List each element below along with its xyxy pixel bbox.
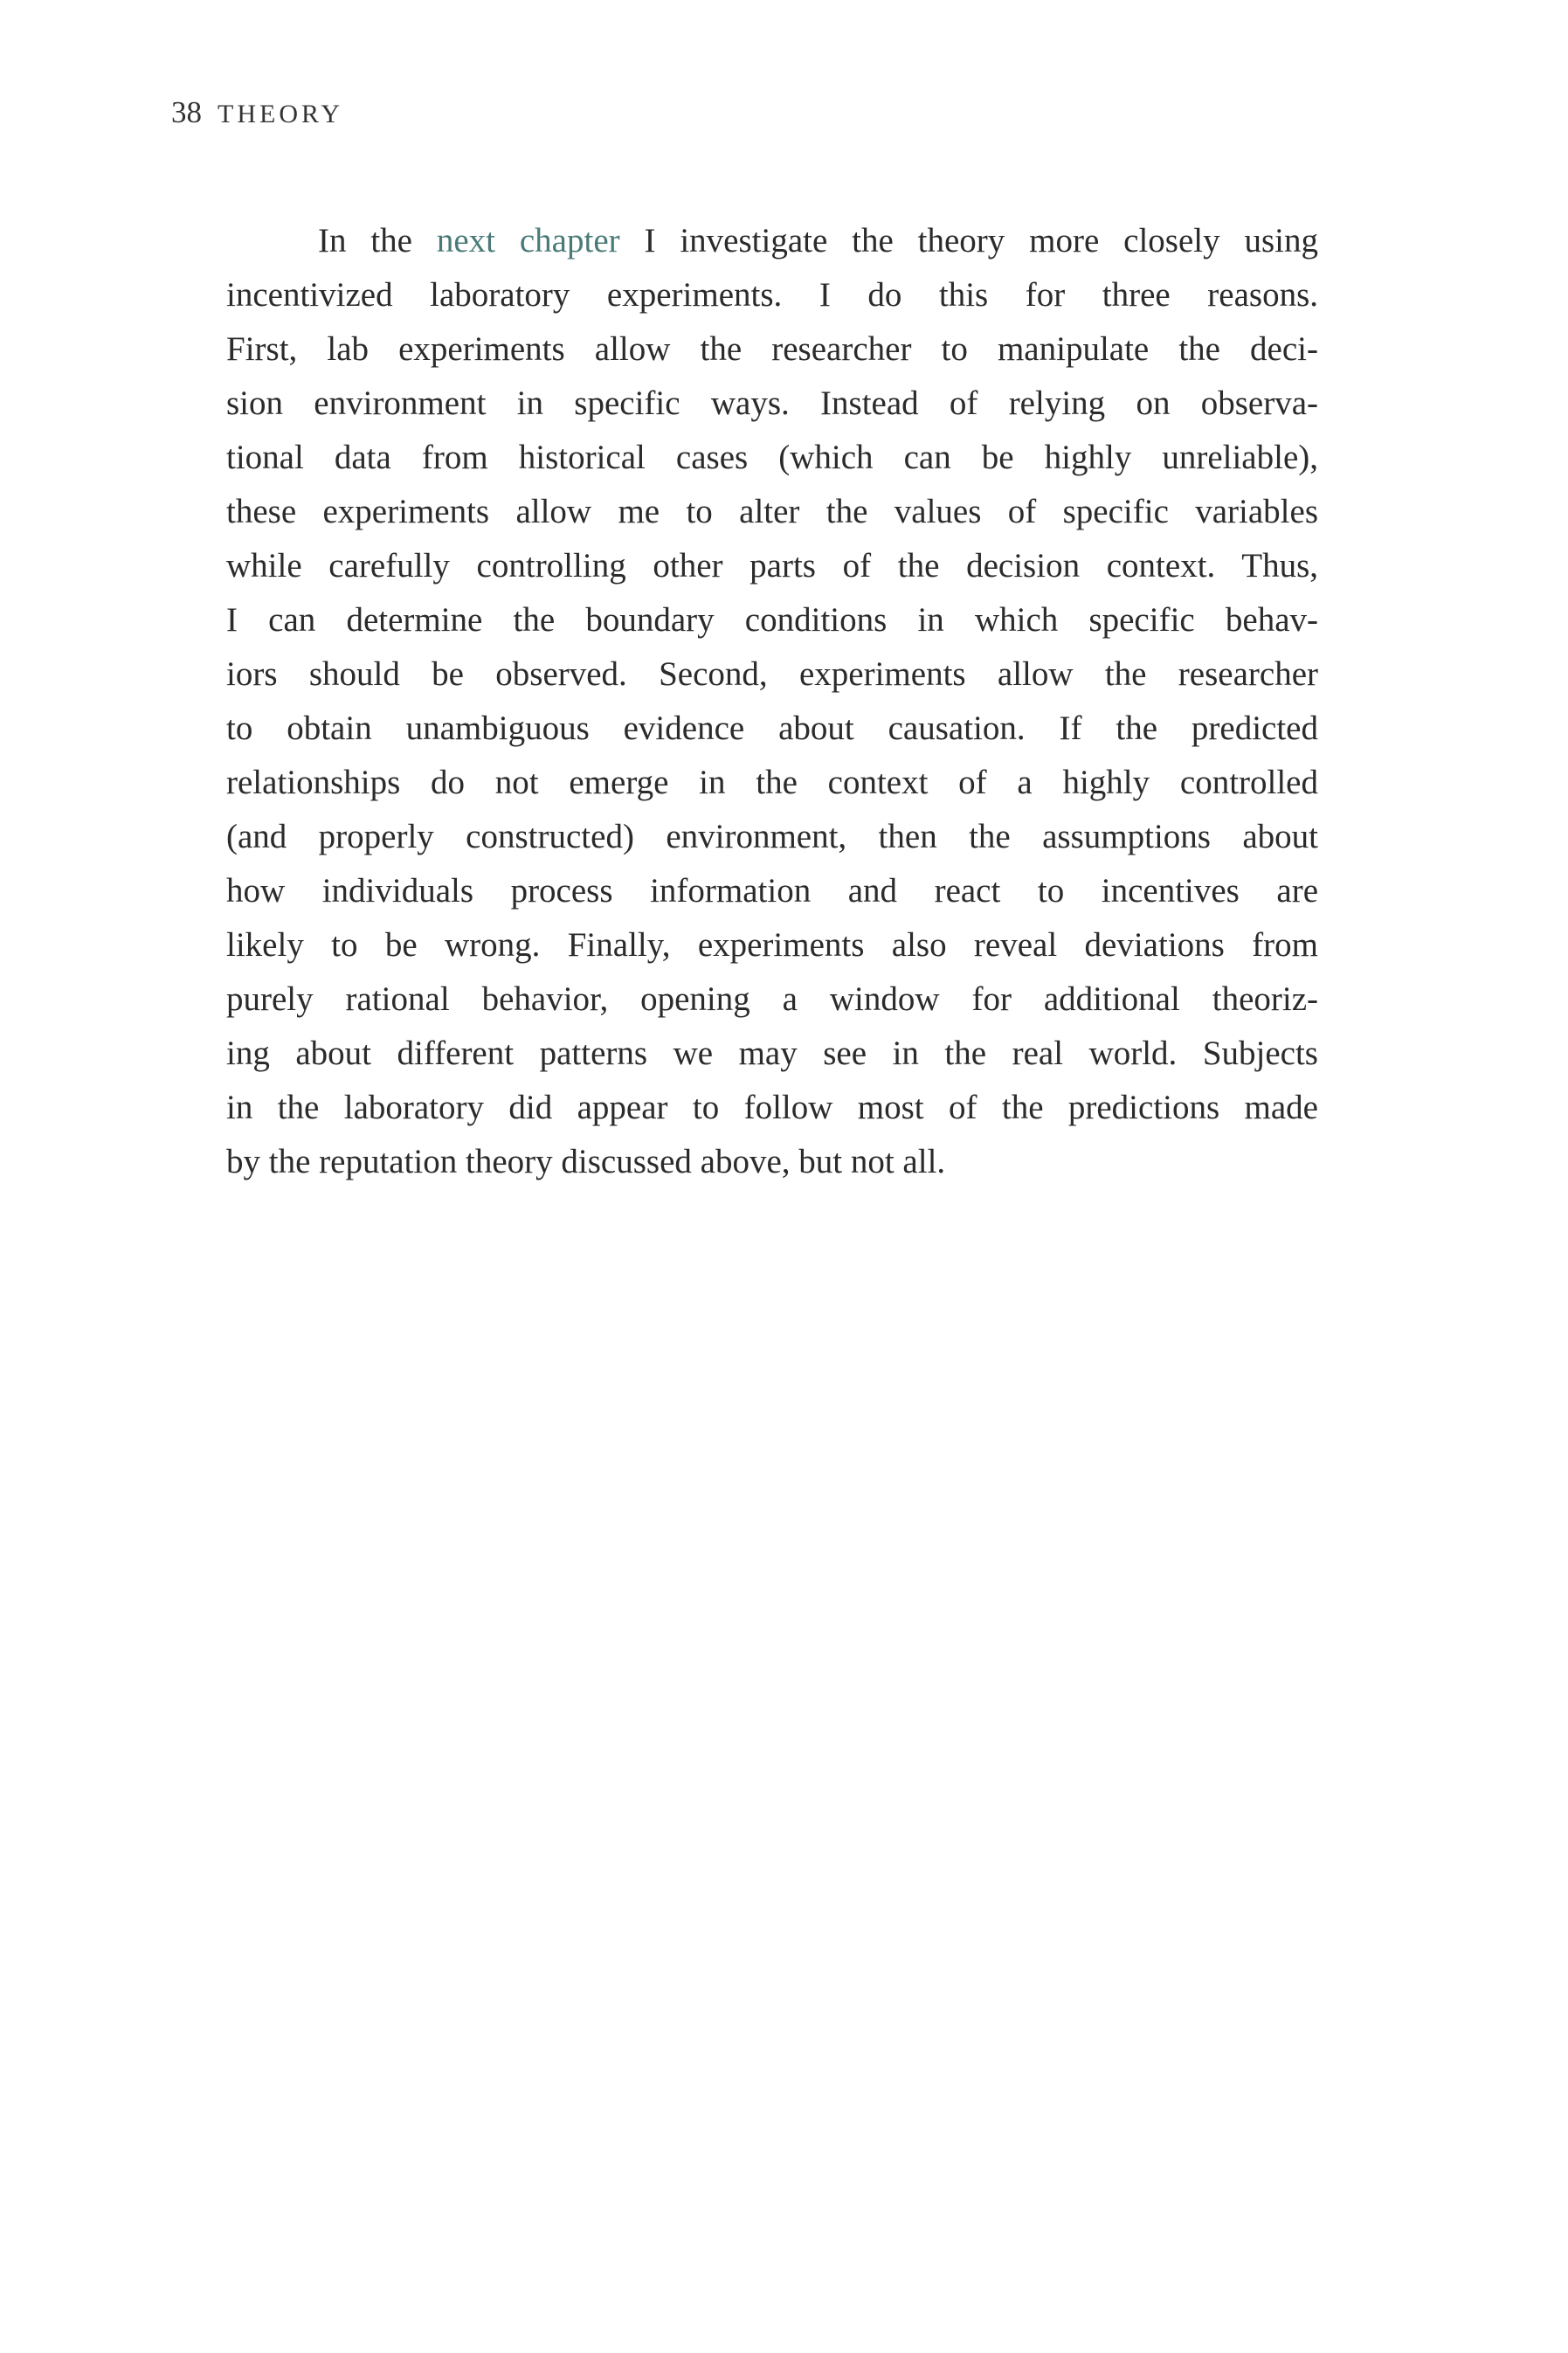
page-number: 38 (171, 95, 202, 129)
text-line: sion environment in specific ways. Instead of relying on observa- (226, 384, 1318, 422)
text-line: likely to be wrong. Finally, experiments also reveal deviations from (226, 926, 1318, 964)
body-paragraph (226, 214, 1318, 1189)
text-line: to obtain unambiguous evidence about causation. If the predicted (226, 709, 1318, 747)
text-line: how individuals process information and react to incentives are (226, 872, 1318, 910)
text-line: iors should be observed. Second, experiments allow the researcher (226, 655, 1318, 693)
text-line: I can determine the boundary conditions in which specific behav- (226, 601, 1318, 639)
text-line: incentivized laboratory experiments. I do this for three reasons. (226, 276, 1318, 314)
section-title: THEORY (218, 100, 343, 128)
text-line: these experiments allow me to alter the values of specific variables (226, 493, 1318, 530)
text-span: I investigate the theory more closely using (619, 222, 1318, 260)
text-line: tional data from historical cases (which can be highly unreliable), (226, 439, 1318, 476)
running-head (171, 91, 343, 135)
text-line: while carefully controlling other parts of the decision context. Thus, (226, 547, 1318, 585)
text-line: purely rational behavior, opening a window for additional theoriz- (226, 980, 1318, 1018)
text-line: First, lab experiments allow the researcher to manipulate the deci- (226, 330, 1318, 368)
next-chapter-link[interactable]: next chapter (436, 222, 620, 260)
text-line: (and properly constructed) environment, then the assumptions about (226, 818, 1318, 855)
text-line: by the reputation theory discussed above, but not all. (226, 1143, 946, 1180)
text-line: ing about different patterns we may see in the real world. Subjects (226, 1035, 1318, 1072)
text-line: in the laboratory did appear to follow most of the predictions made (226, 1089, 1318, 1126)
text-span: In the (318, 222, 437, 260)
text-line (226, 214, 1318, 268)
text-line: relationships do not emerge in the context of a highly controlled (226, 764, 1318, 801)
